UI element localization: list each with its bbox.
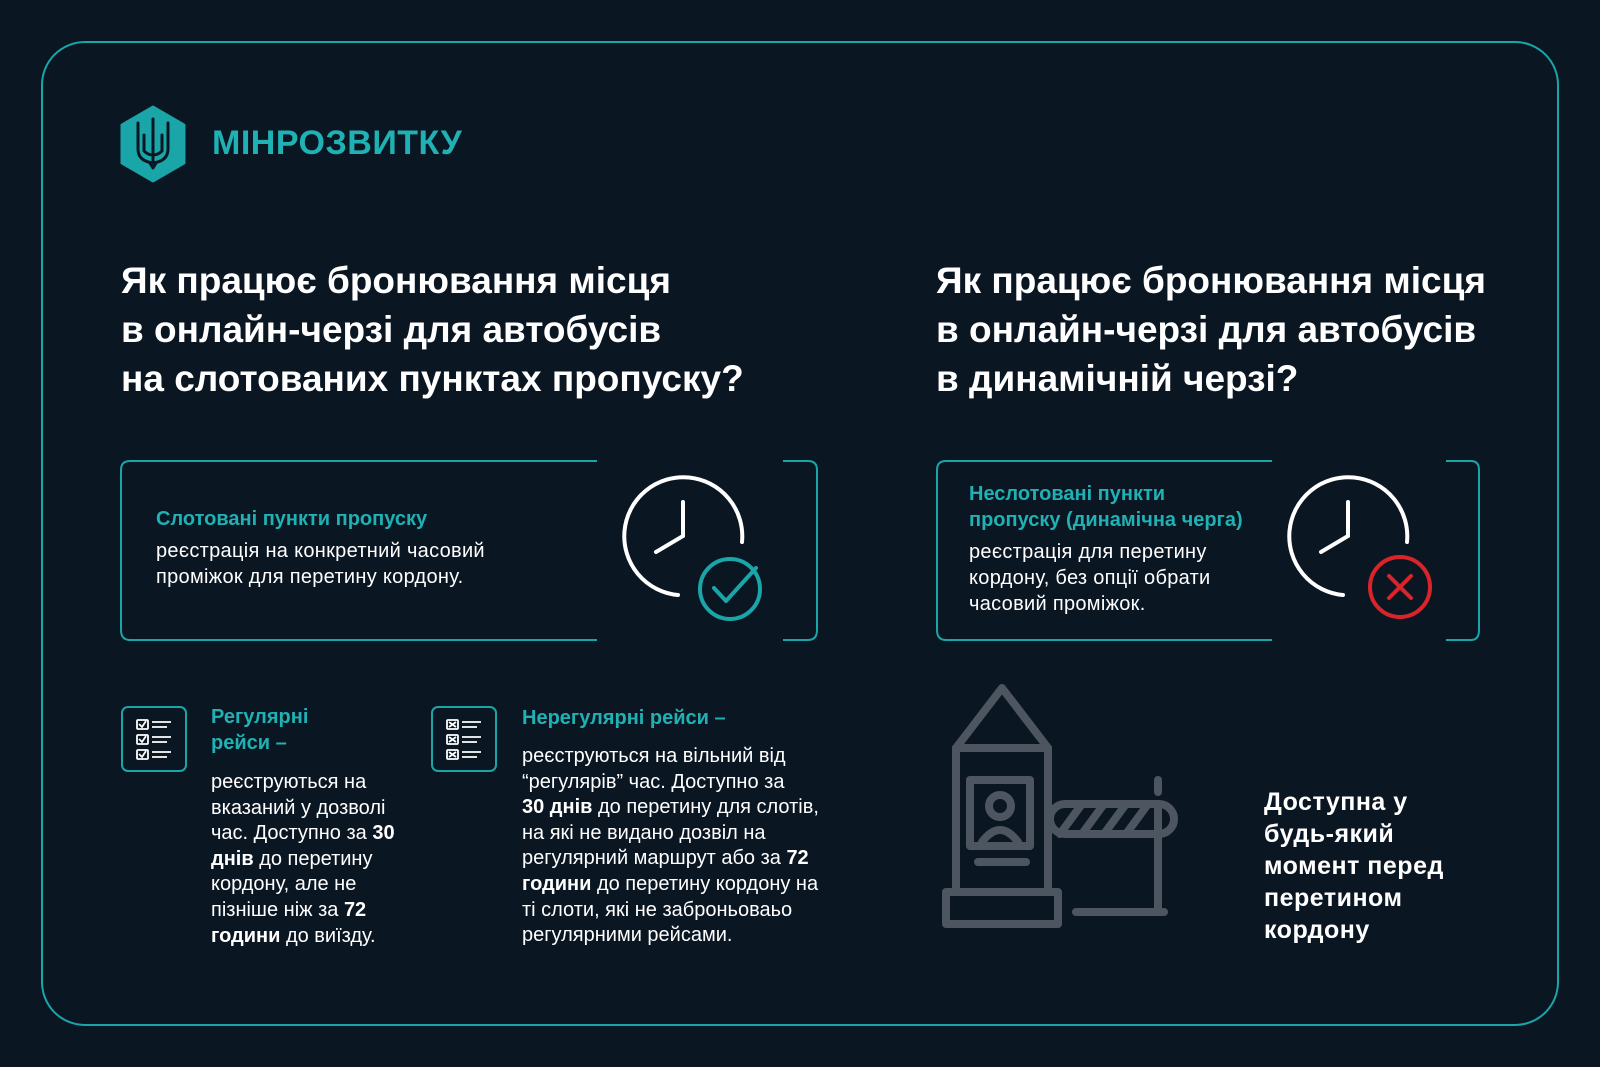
- irregular-title: Нерегулярні рейси –: [522, 707, 726, 729]
- right-heading: Як працює бронювання місця в онлайн-черзі для автобусів в динамічній черзі?: [936, 260, 1486, 399]
- left-heading: Як працює бронювання місця в онлайн-черзі для автобусів на слотованих пунктах пропуску?: [121, 260, 744, 399]
- slotted-box-title: Слотовані пункти пропуску: [156, 508, 428, 530]
- clock-check-icon: [620, 472, 770, 622]
- clock-cross-icon: [1285, 472, 1435, 622]
- dynamic-box-desc: реєстрація для перетину кордону, без опції обрати часовий проміжок.: [969, 541, 1211, 615]
- dynamic-box-title: Неслотовані пункти пропуску (динамічна черга): [969, 483, 1243, 531]
- brand-name: МІНРОЗВИТКУ: [212, 124, 463, 162]
- border-post-icon: [942, 684, 1212, 946]
- available-text: Доступна у будь-який момент перед перетином кордону: [1264, 788, 1444, 944]
- crossed-checklist-icon: [431, 706, 497, 772]
- slotted-box-desc: реєстрація на конкретний часовий проміжок для перетину кордону.: [156, 540, 485, 588]
- irregular-text: реєструються на вільний від “регулярів” час. Доступно за 30 днів до перетину для слотів, на які не видано дозвіл на регулярний маршрут або за 72 години до перетину кордону на ті слоти, які не заброньоваьо регулярними рейсами.: [522, 745, 819, 947]
- regular-title: Регулярні рейси –: [211, 706, 309, 754]
- regular-text: реєструються на вказаний у дозволі час. Доступно за 30 днів до перетину кордону, але не пізніше ніж за 72 години до виїзду.: [211, 771, 395, 947]
- checklist-icon: [121, 706, 187, 772]
- trident-icon: [118, 105, 188, 183]
